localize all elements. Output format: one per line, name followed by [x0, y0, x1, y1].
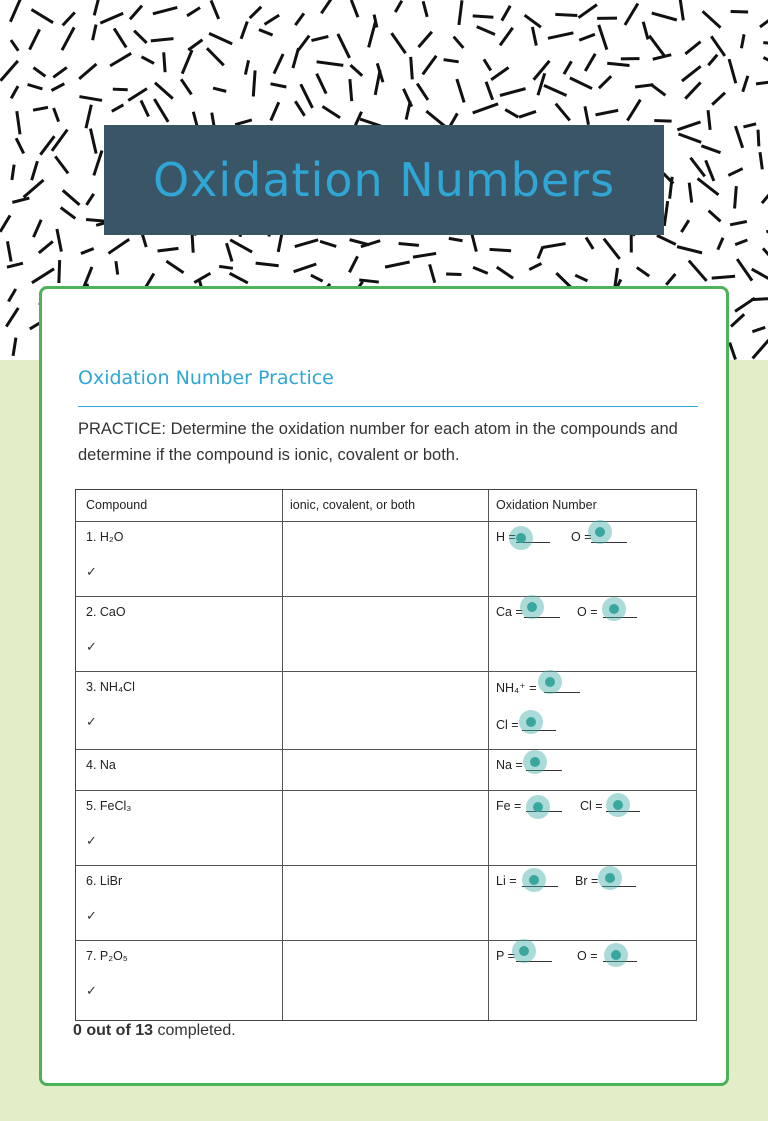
pattern-dash — [322, 0, 331, 12]
pattern-dash — [253, 72, 255, 95]
pattern-dash — [392, 34, 404, 52]
pattern-dash — [54, 109, 58, 120]
pattern-dash — [732, 222, 746, 225]
pattern-dash — [17, 140, 23, 153]
pattern-dash — [531, 264, 541, 269]
pattern-dash — [478, 27, 494, 34]
pattern-dash — [760, 154, 762, 168]
header-compound: Compound — [86, 498, 148, 512]
pattern-dash — [665, 203, 668, 225]
pattern-dash — [130, 89, 146, 99]
pattern-dash — [232, 241, 251, 252]
pattern-dash — [738, 260, 751, 279]
pattern-dash — [459, 2, 462, 24]
check-mark: ✓ — [86, 564, 97, 579]
pattern-dash — [221, 267, 232, 269]
pattern-dash — [13, 339, 15, 354]
pattern-dash — [520, 112, 534, 117]
pattern-dash — [376, 72, 380, 94]
pattern-dash — [260, 30, 271, 34]
compound-name: 6. LiBr — [86, 874, 123, 888]
pattern-dash — [474, 268, 486, 273]
pattern-dash — [492, 68, 507, 79]
pattern-dash — [545, 86, 565, 95]
pattern-dash — [533, 28, 536, 44]
table-header-row — [76, 490, 696, 522]
compound-name: 7. P₂O₅ — [86, 949, 128, 963]
pattern-dash — [196, 274, 210, 282]
atom-label: O = — [577, 949, 598, 963]
pattern-dash — [64, 14, 74, 25]
pattern-dash — [102, 14, 122, 23]
pattern-dash — [53, 84, 63, 89]
pattern-dash — [111, 54, 129, 65]
pattern-dash — [539, 248, 543, 257]
pattern-dash — [753, 299, 768, 300]
pattern-dash — [35, 69, 45, 76]
check-mark: ✓ — [86, 639, 97, 654]
pattern-dash — [428, 112, 445, 126]
pattern-dash — [703, 146, 719, 152]
check-mark: ✓ — [86, 983, 97, 998]
pattern-dash — [474, 16, 492, 17]
pattern-dash — [110, 240, 128, 253]
compound-name: 5. FeCl₃ — [86, 799, 132, 813]
pattern-dash — [628, 101, 639, 119]
answer-marker[interactable] — [519, 710, 543, 734]
pattern-dash — [732, 315, 743, 325]
pattern-dash — [448, 274, 460, 275]
pattern-dash — [59, 262, 60, 282]
pattern-dash — [33, 10, 52, 22]
pattern-dash — [689, 184, 691, 201]
pattern-dash — [526, 16, 540, 26]
pattern-dash — [215, 88, 225, 91]
pattern-dash — [745, 124, 755, 126]
answer-marker[interactable] — [588, 520, 612, 544]
pattern-dash — [691, 159, 704, 175]
pattern-dash — [424, 3, 427, 16]
section-divider — [78, 406, 698, 407]
pattern-dash — [116, 263, 117, 273]
pattern-dash — [95, 1, 98, 14]
pattern-dash — [272, 84, 285, 87]
pattern-dash — [758, 131, 759, 145]
pattern-dash — [538, 75, 544, 94]
pattern-dash — [210, 34, 230, 43]
pattern-dash — [142, 102, 148, 115]
pattern-dash — [212, 2, 219, 18]
pattern-dash — [754, 328, 764, 331]
table-row — [76, 522, 696, 597]
pattern-dash — [764, 250, 768, 262]
pattern-dash — [29, 85, 41, 89]
pattern-dash — [86, 106, 91, 127]
table-row — [76, 866, 696, 941]
pattern-dash — [577, 276, 587, 280]
pattern-dash — [113, 106, 122, 111]
pattern-dash — [352, 66, 362, 75]
compound-name: 4. Na — [86, 758, 116, 772]
pattern-dash — [411, 58, 412, 78]
worksheet-title: Oxidation Numbers — [152, 153, 616, 207]
atom-label: Ca = — [496, 605, 523, 619]
pattern-dash — [686, 84, 699, 98]
pattern-dash — [94, 152, 101, 174]
pattern-dash — [557, 105, 569, 120]
pattern-dash — [637, 85, 652, 87]
compound-name: 1. H₂O — [86, 530, 124, 544]
atom-label: Fe = — [496, 799, 522, 813]
pattern-dash — [257, 263, 277, 265]
pattern-dash — [654, 55, 670, 59]
pattern-dash — [699, 179, 718, 194]
atom-label: Na = — [496, 758, 523, 772]
pattern-dash — [146, 275, 153, 287]
pattern-dash — [41, 137, 53, 153]
pattern-dash — [445, 60, 457, 62]
pattern-dash — [587, 239, 593, 248]
pattern-dash — [730, 344, 735, 358]
pattern-dash — [12, 166, 14, 178]
pattern-dash — [271, 104, 278, 120]
pattern-dash — [735, 188, 737, 207]
pattern-dash — [710, 212, 720, 221]
pattern-dash — [53, 131, 67, 150]
pattern-dash — [183, 51, 192, 72]
atom-label: Cl = — [496, 718, 519, 732]
answer-marker[interactable] — [538, 670, 562, 694]
pattern-dash — [301, 86, 311, 107]
pattern-dash — [761, 12, 768, 26]
pattern-dash — [656, 121, 670, 122]
atom-label: Li = — [496, 874, 517, 888]
pattern-dash — [251, 8, 260, 17]
pattern-dash — [246, 62, 249, 73]
pattern-dash — [737, 241, 746, 245]
pattern-dash — [712, 38, 724, 55]
pattern-dash — [679, 122, 699, 129]
pattern-dash — [313, 37, 327, 40]
pattern-dash — [396, 2, 401, 11]
answer-marker[interactable] — [526, 795, 550, 819]
pattern-dash — [683, 67, 699, 80]
pattern-dash — [457, 81, 463, 102]
pattern-dash — [763, 187, 768, 202]
pattern-dash — [9, 290, 15, 300]
pattern-dash — [2, 62, 17, 80]
pattern-dash — [586, 55, 595, 70]
progress-status — [73, 1022, 236, 1040]
answer-marker[interactable] — [602, 597, 626, 621]
progress-suffix: completed. — [153, 1022, 236, 1039]
pattern-dash — [599, 26, 606, 48]
pattern-dash — [35, 108, 47, 110]
pattern-dash — [295, 265, 315, 272]
table-row — [76, 941, 696, 1020]
pattern-dash — [626, 5, 637, 24]
pattern-dash — [652, 85, 664, 94]
pattern-dash — [369, 23, 375, 46]
answer-marker[interactable] — [606, 793, 630, 817]
answer-marker[interactable] — [522, 868, 546, 892]
pattern-dash — [667, 275, 674, 284]
pattern-dash — [242, 23, 247, 38]
table-row — [76, 750, 696, 791]
pattern-dash — [55, 68, 66, 76]
answer-marker[interactable] — [598, 866, 622, 890]
pattern-dash — [709, 56, 716, 64]
pattern-dash — [736, 128, 742, 147]
pattern-dash — [188, 8, 199, 15]
pattern-dash — [30, 31, 39, 49]
atom-label: H = — [496, 530, 516, 544]
check-mark: ✓ — [86, 908, 97, 923]
pattern-dash — [361, 280, 378, 282]
pattern-dash — [296, 102, 304, 114]
pattern-dash — [152, 39, 172, 41]
pattern-dash — [387, 262, 409, 267]
pattern-dash — [549, 33, 572, 38]
pattern-dash — [159, 249, 177, 251]
pattern-dash — [34, 221, 41, 236]
atom-label: O = — [571, 530, 592, 544]
pattern-dash — [474, 104, 497, 112]
pattern-dash — [545, 244, 564, 247]
instructions-text: PRACTICE: Determine the oxidation number for each atom in the compounds and determine if the compound is ionic, covalent or both. — [78, 420, 678, 464]
pattern-dash — [713, 276, 733, 278]
answer-marker[interactable] — [523, 750, 547, 774]
answer-marker[interactable] — [512, 939, 536, 963]
atom-label: NH₄⁺ = — [496, 681, 537, 695]
pattern-dash — [450, 239, 461, 241]
pattern-dash — [501, 89, 524, 95]
pattern-dash — [687, 43, 700, 53]
pattern-dash — [64, 191, 79, 204]
pattern-dash — [155, 100, 167, 120]
pattern-dash — [658, 236, 674, 244]
pattern-dash — [680, 0, 683, 19]
pattern-dash — [62, 208, 74, 217]
pattern-dash — [736, 299, 753, 311]
pattern-dash — [708, 112, 710, 129]
pattern-dash — [324, 107, 339, 117]
pattern-dash — [322, 242, 335, 246]
pattern-dash — [407, 103, 410, 118]
compound-name: 2. CaO — [86, 605, 126, 619]
pattern-dash — [680, 135, 700, 142]
pattern-dash — [1, 217, 9, 231]
table-row — [76, 597, 696, 672]
pattern-dash — [192, 236, 193, 252]
pattern-dash — [266, 16, 278, 24]
pattern-dash — [312, 276, 321, 281]
pattern-dash — [742, 36, 744, 47]
pattern-dash — [81, 97, 101, 100]
pattern-dash — [650, 37, 664, 56]
pattern-dash — [339, 35, 349, 56]
pattern-dash — [318, 62, 342, 65]
pattern-dash — [704, 12, 720, 26]
pattern-dash — [87, 195, 93, 204]
pattern-dash — [231, 274, 247, 282]
pattern-dash — [237, 120, 251, 124]
pattern-dash — [33, 270, 53, 282]
progress-count: 0 out of 13 — [73, 1022, 154, 1039]
answer-marker[interactable] — [509, 526, 533, 550]
pattern-dash — [706, 162, 713, 180]
pattern-dash — [275, 55, 283, 72]
pattern-dash — [430, 266, 434, 282]
pattern-dash — [418, 85, 427, 99]
pattern-dash — [503, 7, 510, 19]
pattern-dash — [501, 29, 512, 44]
pattern-dash — [638, 268, 648, 275]
pattern-dash — [713, 94, 724, 104]
pattern-dash — [114, 89, 126, 90]
pattern-dash — [12, 87, 17, 97]
pattern-dash — [580, 6, 596, 17]
pattern-dash — [424, 57, 436, 73]
header-oxidation: Oxidation Number — [496, 498, 597, 512]
pattern-dash — [351, 240, 368, 244]
atom-label: P = — [496, 949, 515, 963]
pattern-dash — [293, 50, 298, 67]
pattern-dash — [57, 230, 61, 250]
pattern-dash — [605, 240, 619, 258]
pattern-dash — [498, 268, 512, 277]
answer-marker[interactable] — [604, 943, 628, 967]
pattern-dash — [91, 130, 96, 152]
pattern-dash — [557, 15, 576, 16]
pattern-dash — [190, 41, 202, 50]
pattern-dash — [7, 309, 17, 325]
worksheet-table — [75, 489, 697, 1021]
pattern-dash — [208, 49, 223, 64]
pattern-dash — [182, 81, 191, 94]
pattern-dash — [143, 58, 153, 63]
pattern-dash — [8, 264, 21, 267]
pattern-dash — [487, 83, 493, 98]
pattern-dash — [115, 30, 126, 47]
pattern-dash — [8, 243, 11, 260]
pattern-dash — [758, 82, 768, 84]
pattern-dash — [730, 169, 742, 175]
pattern-dash — [317, 75, 325, 92]
pattern-dash — [597, 111, 617, 115]
pattern-dash — [135, 32, 145, 42]
pattern-dash — [14, 198, 28, 202]
atom-label: Cl = — [580, 799, 603, 813]
pattern-dash — [718, 239, 722, 248]
pattern-dash — [164, 54, 165, 71]
pattern-dash — [535, 62, 549, 79]
pattern-dash — [93, 26, 96, 39]
pattern-dash — [400, 244, 417, 246]
pattern-dash — [40, 242, 52, 252]
check-mark: ✓ — [86, 714, 97, 729]
pattern-dash — [754, 341, 768, 357]
pattern-dash — [299, 37, 308, 49]
answer-marker[interactable] — [520, 595, 544, 619]
pattern-dash — [743, 77, 747, 90]
pattern-dash — [571, 79, 591, 88]
pattern-dash — [25, 181, 43, 196]
check-mark: ✓ — [86, 833, 97, 848]
pattern-dash — [63, 29, 74, 49]
pattern-dash — [12, 41, 18, 49]
atom-label: Br = — [575, 874, 599, 888]
pattern-dash — [565, 63, 571, 73]
pattern-dash — [142, 233, 146, 245]
atom-label: O = — [577, 605, 598, 619]
pattern-dash — [679, 247, 701, 253]
pattern-dash — [690, 262, 706, 280]
pattern-dash — [653, 13, 675, 19]
pattern-dash — [156, 84, 172, 98]
pattern-dash — [507, 110, 518, 116]
pattern-dash — [581, 35, 594, 40]
table-row — [76, 672, 696, 750]
pattern-dash — [352, 1, 358, 16]
pattern-dash — [154, 8, 176, 14]
pattern-dash — [350, 81, 352, 100]
pattern-dash — [80, 65, 95, 78]
pattern-dash — [753, 270, 767, 278]
pattern-dash — [11, 0, 21, 20]
pattern-dash — [296, 240, 317, 246]
pattern-dash — [296, 15, 303, 24]
pattern-dash — [32, 163, 37, 179]
pattern-dash — [227, 245, 232, 260]
pattern-dash — [56, 158, 67, 173]
pattern-dash — [17, 113, 20, 133]
pattern-dash — [131, 7, 141, 18]
pattern-dash — [600, 77, 610, 87]
pattern-dash — [455, 38, 463, 47]
title-banner — [104, 125, 664, 235]
pattern-dash — [609, 63, 628, 65]
pattern-dash — [730, 61, 736, 82]
table-row — [76, 791, 696, 866]
pattern-dash — [644, 23, 648, 38]
pattern-dash — [491, 250, 510, 251]
pattern-dash — [485, 61, 490, 70]
pattern-dash — [168, 262, 183, 272]
pattern-dash — [350, 258, 357, 271]
pattern-dash — [420, 33, 431, 46]
header-type: ionic, covalent, or both — [290, 498, 416, 512]
pattern-dash — [585, 108, 588, 124]
pattern-dash — [82, 249, 92, 253]
section-title: Oxidation Number Practice — [78, 367, 334, 389]
pattern-dash — [682, 222, 688, 231]
pattern-dash — [415, 254, 435, 257]
worksheet-card — [39, 286, 729, 1086]
compound-name: 3. NH₄Cl — [86, 680, 135, 694]
